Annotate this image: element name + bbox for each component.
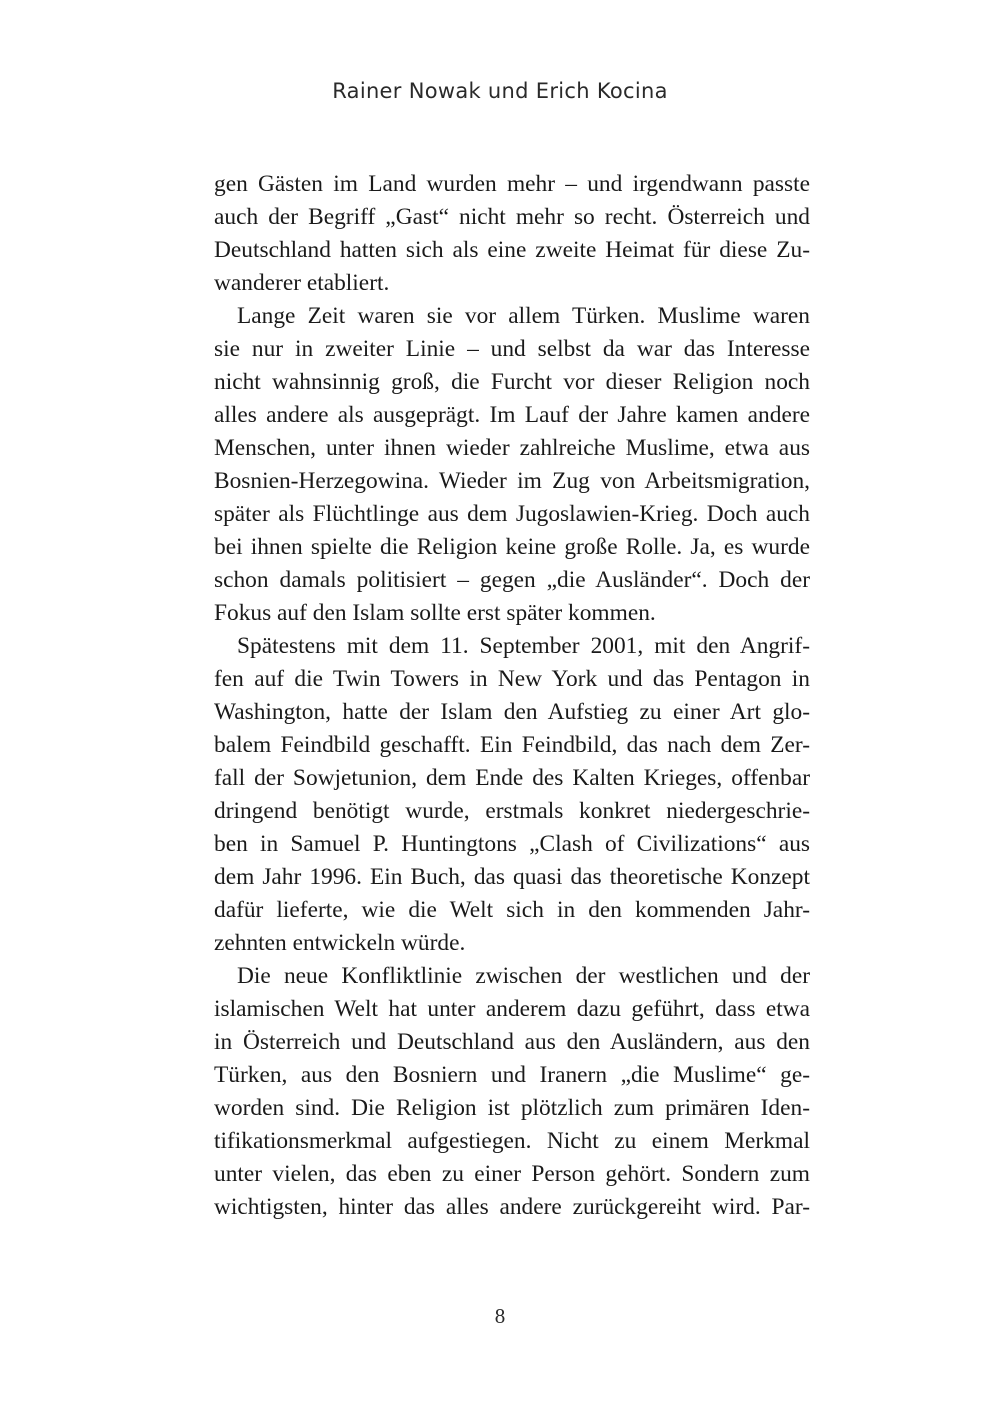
text-line: islamischen Welt hat unter anderem dazu geführt, dass etwa: [214, 996, 810, 1022]
text-line: Lange Zeit waren sie vor allem Türken. Muslime waren: [237, 303, 810, 329]
text-line: gen Gästen im Land wurden mehr – und irgendwann passte: [214, 171, 810, 197]
text-line: fall der Sowjetunion, dem Ende des Kalten Krieges, offenbar: [214, 765, 810, 791]
paragraph: [214, 960, 810, 1224]
text-line: balem Feindbild geschafft. Ein Feindbild, das nach dem Zer-: [214, 732, 810, 758]
text-line: fen auf die Twin Towers in New York und das Pentagon in: [214, 666, 810, 692]
page-number: 8: [494, 1304, 506, 1328]
text-line: dem Jahr 1996. Ein Buch, das quasi das theoretische Konzept: [214, 864, 810, 890]
text-line: dafür lieferte, wie die Welt sich in den kommenden Jahr-: [214, 897, 810, 923]
text-line: Türken, aus den Bosniern und Iranern „die Muslime“ ge-: [214, 1062, 810, 1088]
text-line: sie nur in zweiter Linie – und selbst da war das Interesse: [214, 336, 810, 362]
paragraph: [214, 300, 810, 630]
text-line: auch der Begriff „Gast“ nicht mehr so recht. Österreich und: [214, 204, 810, 230]
running-head: Rainer Nowak und Erich Kocina: [332, 79, 668, 103]
text-line: worden sind. Die Religion ist plötzlich zum primären Iden-: [214, 1095, 810, 1121]
text-line: alles andere als ausgeprägt. Im Lauf der Jahre kamen andere: [214, 402, 810, 428]
text-line: Deutschland hatten sich als eine zweite Heimat für diese Zu-: [214, 237, 810, 263]
body-text: [214, 168, 810, 1224]
text-line: unter vielen, das eben zu einer Person gehört. Sondern zum: [214, 1161, 810, 1187]
text-line: bei ihnen spielte die Religion keine große Rolle. Ja, es wurde: [214, 534, 810, 560]
paragraph: [214, 168, 810, 300]
text-line: zehnten entwickeln würde.: [214, 930, 466, 956]
text-line: ben in Samuel P. Huntingtons „Clash of Civilizations“ aus: [214, 831, 810, 857]
text-line: Fokus auf den Islam sollte erst später kommen.: [214, 600, 656, 626]
text-line: schon damals politisiert – gegen „die Ausländer“. Doch der: [214, 567, 810, 593]
text-line: später als Flüchtlinge aus dem Jugoslawien-Krieg. Doch auch: [214, 501, 810, 527]
text-line: Washington, hatte der Islam den Aufstieg zu einer Art glo-: [214, 699, 810, 725]
text-line: Spätestens mit dem 11. September 2001, mit den Angrif-: [237, 633, 810, 659]
text-line: nicht wahnsinnig groß, die Furcht vor dieser Religion noch: [214, 369, 810, 395]
text-line: Menschen, unter ihnen wieder zahlreiche Muslime, etwa aus: [214, 435, 810, 461]
text-line: wichtigsten, hinter das alles andere zurückgereiht wird. Par-: [214, 1194, 810, 1220]
text-line: tifikationsmerkmal aufgestiegen. Nicht zu einem Merkmal: [214, 1128, 810, 1154]
text-line: in Österreich und Deutschland aus den Ausländern, aus den: [214, 1029, 810, 1055]
text-line: Die neue Konfliktlinie zwischen der westlichen und der: [237, 963, 810, 989]
text-line: wanderer etabliert.: [214, 270, 390, 296]
text-line: dringend benötigt wurde, erstmals konkret niedergeschrie-: [214, 798, 810, 824]
text-line: Bosnien-Herzegowina. Wieder im Zug von Arbeitsmigration,: [214, 468, 810, 494]
paragraph: [214, 630, 810, 960]
